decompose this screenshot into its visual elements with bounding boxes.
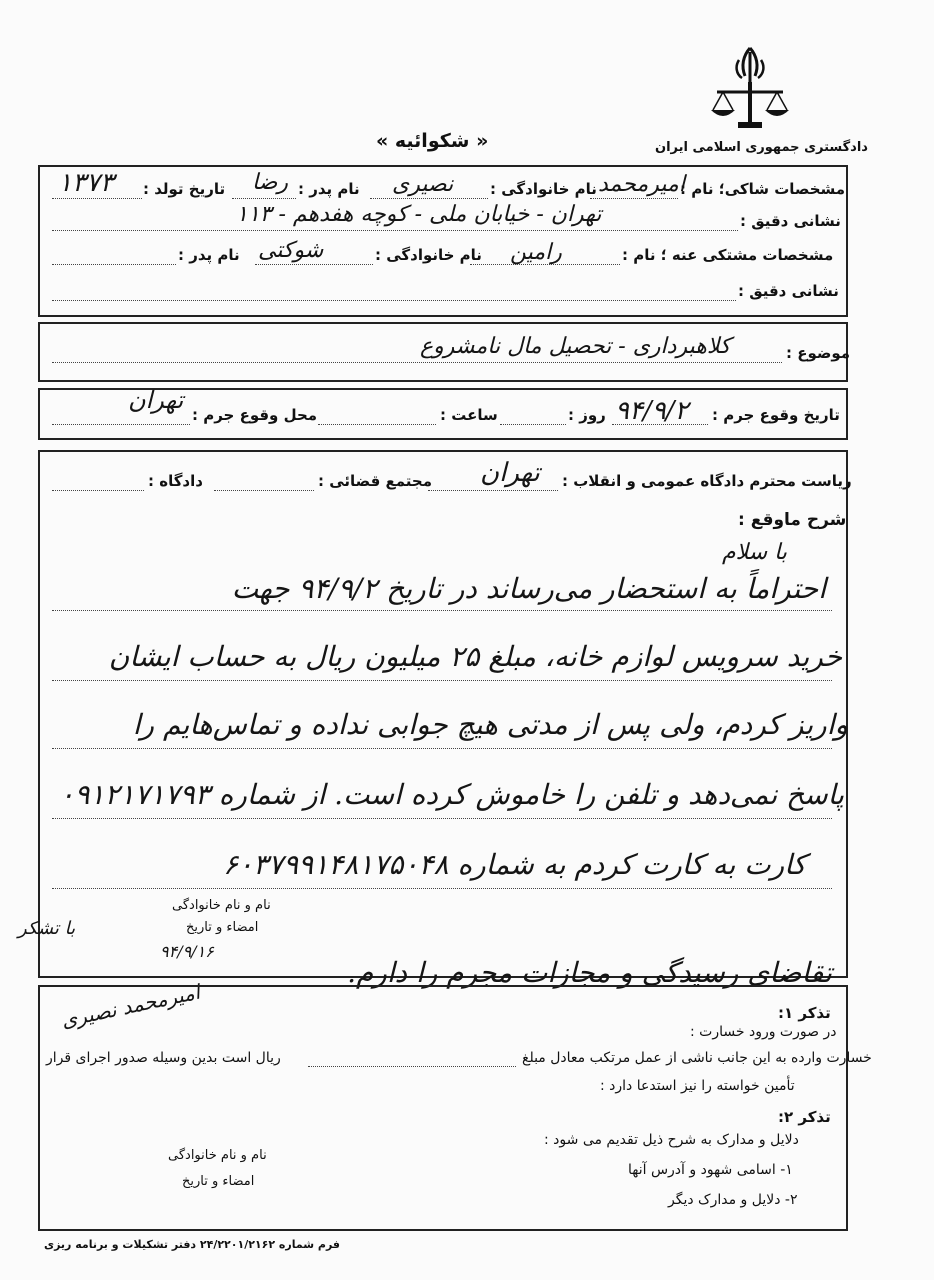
subject-line	[52, 362, 782, 363]
court-presidency-line	[428, 490, 558, 491]
complainant-address-value: تهران - خیابان ملی - کوچه هفدهم - ۱۱۳	[236, 202, 602, 227]
organization-name: دادگستری جمهوری اسلامی ایران	[655, 140, 868, 155]
form-number-footer: فرم شماره ۲۴/۲۲۰۱/۲۱۶۲ دفتر تشکیلات و برنامه ریزی	[44, 1238, 340, 1251]
court-presidency-value: تهران	[480, 458, 540, 488]
description-line: خرید سرویس لوازم خانه، مبلغ ۲۵ میلیون ریال به حساب ایشان	[108, 640, 842, 673]
court-presidency-label: ریاست محترم دادگاه عمومی و انقلاب :	[562, 472, 852, 490]
description-rule	[52, 680, 832, 681]
birth-date-value: ۱۳۷۳	[58, 168, 114, 198]
note1-amount-line	[308, 1066, 516, 1067]
complainant-family-value: نصیری	[392, 172, 454, 197]
complainant-family-label: نام خانوادگی :	[490, 180, 597, 198]
accused-family-label: نام خانوادگی :	[375, 246, 482, 264]
note2-line1: دلایل و مدارک به شرح ذیل تقدیم می شود :	[544, 1132, 799, 1148]
form-title: « شکوائیه »	[376, 130, 489, 152]
complainant-father-label: نام پدر :	[298, 180, 360, 198]
note1-line2a: خسارت وارده به این جانب ناشی از عمل مرتکب معادل مبلغ	[522, 1050, 872, 1066]
crime-day-label: روز :	[568, 406, 606, 424]
complainant-name-value: امیرمحمد	[598, 172, 685, 197]
crime-day-line	[500, 424, 566, 425]
note1-line2b: ریال است بدین وسیله صدور اجرای قرار	[46, 1050, 281, 1066]
iran-emblem-scales-icon	[705, 42, 795, 138]
crime-place-label: محل وقوع جرم :	[192, 406, 318, 424]
crime-time-line	[318, 424, 436, 425]
crime-date-value: ۹۴/۹/۲	[615, 396, 689, 426]
crime-place-line	[52, 424, 190, 425]
birth-date-line	[52, 198, 142, 199]
description-signature-mark: با تشکر	[18, 918, 76, 939]
crime-date-label: تاریخ وقوع جرم :	[712, 406, 840, 424]
description-signature-name-label: نام و نام خانوادگی	[172, 898, 271, 913]
court-label: دادگاه :	[148, 472, 203, 490]
handwritten-signature: امیرمحمد نصیری	[59, 979, 202, 1033]
accused-father-label: نام پدر :	[178, 246, 240, 264]
description-line: واریز کردم، ولی پس از مدتی هیچ جوابی نداده و تماس‌هایم را	[132, 708, 848, 741]
description-line: تقاضای رسیدگی و مجازات مجرم را دارم.	[347, 956, 832, 989]
accused-father-line	[52, 264, 176, 265]
court-line	[52, 490, 144, 491]
note2-signature-sign-label: امضاء و تاریخ	[182, 1174, 255, 1189]
note2-signature-name-label: نام و نام خانوادگی	[168, 1148, 267, 1163]
birth-date-label: تاریخ تولد :	[143, 180, 226, 198]
note1-title: تذکر ۱:	[778, 1004, 831, 1022]
description-rule	[52, 610, 832, 611]
crime-time-label: ساعت :	[440, 406, 498, 424]
complainant-name-line	[590, 198, 678, 199]
court-complex-label: مجتمع قضائی :	[318, 472, 433, 490]
note2-item2: ۲- دلایل و مدارک دیگر	[668, 1192, 798, 1208]
description-rule	[52, 888, 832, 889]
description-line: پاسخ نمی‌دهد و تلفن را خاموش کرده است. از شماره ۰۹۱۲۱۷۱۷۹۳	[59, 778, 844, 811]
complainant-father-line	[232, 198, 296, 199]
subject-label: موضوع :	[786, 344, 851, 362]
note1-line1: در صورت ورود خسارت :	[690, 1024, 837, 1040]
note2-item1: ۱- اسامی شهود و آدرس آنها	[628, 1162, 793, 1178]
accused-family-line	[255, 264, 373, 265]
crime-place-value: تهران	[128, 386, 184, 414]
complainant-family-line	[370, 198, 488, 199]
complainant-address-line	[52, 230, 738, 231]
court-complex-line	[214, 490, 314, 491]
note1-line3: تأمین خواسته را نیز استدعا دارد :	[600, 1078, 795, 1094]
description-signature-sign-label: امضاء و تاریخ	[186, 920, 259, 935]
accused-address-line	[52, 300, 736, 301]
description-signature-date: ۹۴/۹/۱۶	[160, 942, 214, 961]
accused-name-value: رامین	[510, 240, 562, 265]
complainant-name-label: مشخصات شاکی؛ نام :	[680, 180, 846, 198]
description-rule	[52, 748, 832, 749]
complainant-address-label: نشانی دقیق :	[740, 212, 841, 230]
note2-title: تذکر ۲:	[778, 1108, 831, 1126]
description-salutation: با سلام	[722, 540, 788, 565]
description-label: شرح ماوقع :	[738, 510, 847, 530]
description-line: احتراماً به استحضار می‌رساند در تاریخ ۹۴/۹/۲ جهت	[231, 572, 826, 605]
accused-name-label: مشخصات مشتکی عنه ؛ نام :	[622, 246, 834, 264]
subject-value: کلاهبرداری - تحصیل مال نامشروع	[420, 334, 731, 359]
accused-family-value: شوکتی	[258, 238, 324, 263]
description-rule	[52, 818, 832, 819]
description-line: کارت به کارت کردم به شماره ۶۰۳۷۹۹۱۴۸۱۷۵۰۴۸	[222, 848, 806, 881]
complainant-father-value: رضا	[252, 170, 289, 195]
accused-address-label: نشانی دقیق :	[738, 282, 839, 300]
